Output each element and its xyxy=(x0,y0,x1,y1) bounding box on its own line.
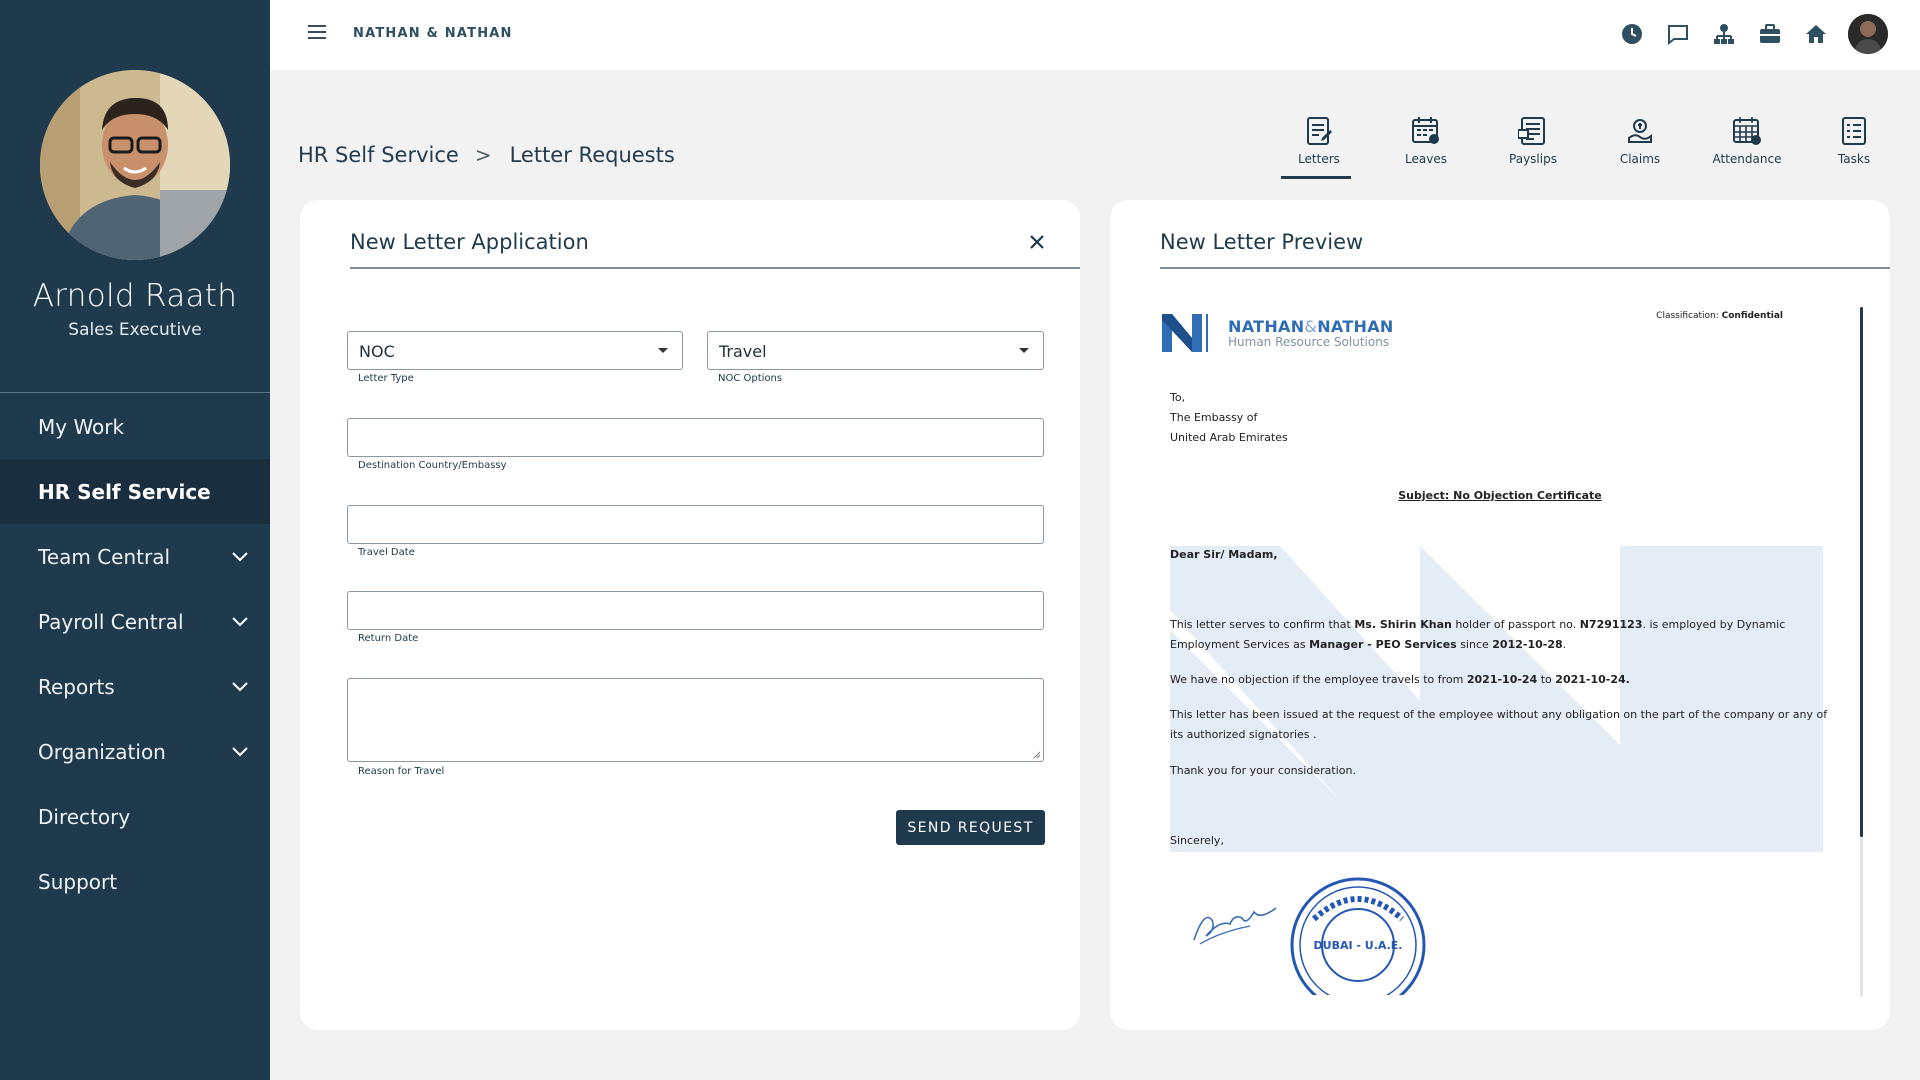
tab-label: Leaves xyxy=(1405,152,1447,166)
sidebar-item-label: Reports xyxy=(38,674,115,699)
letters-icon xyxy=(1305,116,1333,146)
sidebar-item-payroll-central[interactable] xyxy=(0,589,270,654)
stamp-text: DUBAI - U.A.E. xyxy=(1313,939,1403,952)
noc-options-label: NOC Options xyxy=(718,373,783,384)
tab-tasks[interactable] xyxy=(1809,112,1899,166)
reason-label: Reason for Travel xyxy=(358,766,445,777)
sidebar-item-label: HR Self Service xyxy=(38,479,211,504)
travel-date-label: Travel Date xyxy=(358,547,415,558)
letter-closing: Sincerely, xyxy=(1170,834,1224,847)
sidebar-divider xyxy=(0,392,270,393)
sidebar-item-team-central[interactable] xyxy=(0,524,270,589)
sidebar-item-hr-self-service[interactable] xyxy=(0,459,270,524)
classification: Classification: Confidential xyxy=(1656,311,1783,321)
clock-icon[interactable] xyxy=(1620,22,1644,46)
tab-label: Letters xyxy=(1298,152,1340,166)
preview-divider xyxy=(1160,267,1890,269)
breadcrumb-separator: > xyxy=(474,143,492,167)
company-logo-icon xyxy=(1160,312,1210,354)
breadcrumb-current: Letter Requests xyxy=(509,143,675,167)
chevron-down-icon xyxy=(230,546,250,566)
noc-options-value: Travel xyxy=(719,342,767,361)
letter-paragraph-2: We have no objection if the employee travels to from 2021-10-24 to 2021-10-24. xyxy=(1170,673,1630,686)
sidebar-item-label: Support xyxy=(38,869,118,894)
menu-icon[interactable] xyxy=(308,25,326,41)
sidebar-item-label: Directory xyxy=(38,804,131,829)
recipient-line-1: To, xyxy=(1170,391,1186,404)
profile-photo xyxy=(40,70,230,260)
user-role: Sales Executive xyxy=(68,320,202,340)
company-stamp xyxy=(1288,875,1428,995)
breadcrumb-parent[interactable]: HR Self Service xyxy=(298,143,459,167)
sidebar-item-label: My Work xyxy=(38,414,125,439)
logo-tagline: Human Resource Solutions xyxy=(1228,335,1390,349)
letter-type-select[interactable] xyxy=(347,331,683,370)
dropdown-arrow-icon xyxy=(1019,348,1029,353)
chevron-down-icon xyxy=(230,676,250,696)
sidebar-item-organization[interactable] xyxy=(0,719,270,784)
travel-date-field[interactable] xyxy=(347,505,1044,544)
return-date-field[interactable] xyxy=(347,591,1044,630)
sidebar-item-directory[interactable] xyxy=(0,784,270,849)
form-divider xyxy=(350,267,1080,269)
tab-label: Claims xyxy=(1619,152,1661,166)
chat-icon[interactable] xyxy=(1666,22,1690,46)
letter-preview-card xyxy=(1110,200,1890,1030)
user-avatar[interactable] xyxy=(1848,14,1888,54)
return-date-label: Return Date xyxy=(358,633,419,644)
breadcrumb xyxy=(298,143,675,167)
sidebar xyxy=(0,0,270,1080)
tasks-icon xyxy=(1840,116,1868,146)
letter-application-card xyxy=(300,200,1080,1030)
tab-letters[interactable] xyxy=(1274,112,1364,166)
letter-type-value: NOC xyxy=(359,342,395,361)
reason-textarea[interactable] xyxy=(347,678,1044,762)
sidebar-item-label: Payroll Central xyxy=(38,609,184,634)
home-icon[interactable] xyxy=(1804,22,1828,46)
sidebar-item-reports[interactable] xyxy=(0,654,270,719)
letter-paragraph-3: This letter has been issued at the request of the employee without any obligation on the part of the company or any of its authorized signatories . xyxy=(1170,708,1828,741)
resize-handle-icon[interactable] xyxy=(1033,751,1041,759)
signature xyxy=(1190,890,1280,950)
brand-name: NATHAN & NATHAN xyxy=(353,26,513,41)
letter-paragraph-4: Thank you for your consideration. xyxy=(1170,764,1356,777)
scrollbar-thumb[interactable] xyxy=(1860,307,1863,837)
attendance-icon xyxy=(1732,116,1762,146)
preview-scrollbar[interactable] xyxy=(1860,307,1863,997)
letter-paragraph-1: This letter serves to confirm that Ms. Shirin Khan holder of passport no. N7291123. is employed by Dynamic Employment Services as Manager - PEO Services since 2012-10-28. xyxy=(1170,618,1786,651)
close-icon[interactable] xyxy=(1028,233,1046,251)
destination-field[interactable] xyxy=(347,418,1044,457)
tab-label: Attendance xyxy=(1712,152,1782,166)
letter-salutation: Dear Sir/ Madam, xyxy=(1170,548,1278,561)
briefcase-icon[interactable] xyxy=(1758,22,1782,46)
payslips-icon xyxy=(1518,116,1548,146)
destination-label: Destination Country/Embassy xyxy=(358,460,507,471)
sidebar-item-my-work[interactable] xyxy=(0,394,270,459)
form-title: New Letter Application xyxy=(350,230,589,254)
dropdown-arrow-icon xyxy=(658,348,668,353)
top-icons xyxy=(1598,14,1888,54)
chevron-down-icon xyxy=(230,611,250,631)
tab-payslips[interactable] xyxy=(1488,112,1578,166)
tab-label: Tasks xyxy=(1837,152,1871,166)
noc-options-select[interactable] xyxy=(707,331,1044,370)
letter-type-label: Letter Type xyxy=(358,373,414,384)
tab-label: Payslips xyxy=(1509,152,1557,166)
sidebar-item-label: Team Central xyxy=(38,544,171,569)
preview-title: New Letter Preview xyxy=(1160,230,1364,254)
org-chart-icon[interactable] xyxy=(1712,22,1736,46)
leaves-icon xyxy=(1411,116,1441,146)
sidebar-item-label: Organization xyxy=(38,739,166,764)
tab-attendance[interactable] xyxy=(1702,112,1792,166)
tab-leaves[interactable] xyxy=(1381,112,1471,166)
recipient-line-2: The Embassy of xyxy=(1170,411,1258,424)
letter-subject: Subject: No Objection Certificate xyxy=(1398,489,1602,502)
sidebar-item-support[interactable] xyxy=(0,849,270,914)
top-bar xyxy=(270,0,1920,70)
tab-claims[interactable] xyxy=(1595,112,1685,166)
letter-document xyxy=(1160,300,1840,1000)
recipient-line-3: United Arab Emirates xyxy=(1170,431,1288,444)
chevron-down-icon xyxy=(230,741,250,761)
claims-icon xyxy=(1625,116,1655,146)
user-name: Arnold Raath xyxy=(32,278,238,314)
logo-wordmark: NATHAN&NATHAN xyxy=(1228,317,1394,336)
send-request-button[interactable]: SEND REQUEST xyxy=(896,810,1045,845)
